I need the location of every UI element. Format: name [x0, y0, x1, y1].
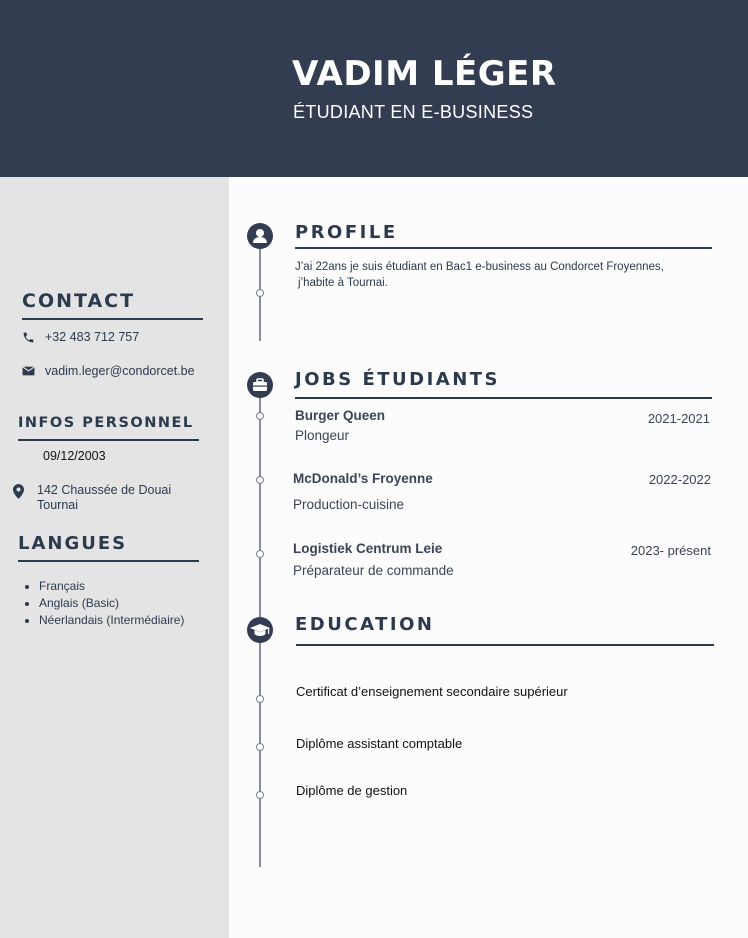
job-title: Logistiek Centrum Leie — [293, 541, 443, 556]
job-title: McDonald’s Froyenne — [293, 471, 433, 486]
timeline-node — [256, 695, 264, 703]
education-item: Certificat d’enseignement secondaire supérieur — [296, 684, 568, 699]
job-role: Préparateur de commande — [293, 563, 454, 578]
timeline-node — [256, 743, 264, 751]
profile-section-icon — [247, 223, 273, 249]
contact-phone[interactable]: +32 483 712 757 — [45, 330, 140, 344]
education-item: Diplôme assistant comptable — [296, 736, 463, 751]
profile-divider — [295, 247, 712, 249]
language-item: • Anglais (Basic) — [39, 595, 184, 612]
langues-heading: LANGUES — [18, 533, 128, 554]
education-divider — [296, 644, 714, 646]
job-date: 2022-2022 — [648, 472, 711, 487]
profile-text-line2: j’habite à Tournai. — [298, 277, 388, 289]
birthdate: 09/12/2003 — [43, 449, 106, 463]
infos-divider — [18, 439, 199, 441]
phone-icon — [22, 331, 35, 344]
education-section-icon — [247, 617, 273, 643]
language-item: • Néerlandais (Intermédiaire) — [39, 612, 184, 629]
timeline-node — [256, 791, 264, 799]
jobs-section-icon — [247, 372, 273, 398]
map-pin-icon — [13, 484, 24, 499]
job-date: 2021-2021 — [647, 411, 710, 426]
briefcase-icon — [247, 372, 273, 398]
education-item: Diplôme de gestion — [296, 783, 408, 798]
header-banner — [0, 0, 748, 177]
language-item: • Français — [39, 578, 184, 595]
infos-heading: INFOS PERSONNEL — [18, 415, 194, 431]
contact-divider — [22, 318, 203, 320]
jobs-divider — [295, 397, 712, 399]
education-heading: EDUCATION — [295, 614, 435, 635]
timeline-node — [256, 550, 264, 558]
profile-text-line1: J’ai 22ans je suis étudiant en Bac1 e-business au Condorcet Froyennes, — [295, 261, 664, 273]
candidate-title: ÉTUDIANT EN E-BUSINESS — [293, 102, 534, 122]
profile-heading: PROFILE — [295, 222, 398, 243]
address-line1: 142 Chaussée de Douai — [37, 483, 172, 497]
job-date: 2023- présent — [630, 543, 711, 558]
timeline-node — [256, 412, 264, 420]
contact-email[interactable]: vadim.leger@condorcet.be — [45, 364, 195, 378]
languages-list — [22, 578, 184, 629]
candidate-name: VADIM LÉGER — [292, 54, 557, 94]
job-role: Production-cuisine — [293, 497, 405, 512]
address-line2: Tournai — [37, 498, 78, 512]
person-icon — [247, 223, 273, 249]
langues-divider — [18, 560, 199, 562]
timeline-node — [256, 476, 264, 484]
envelope-icon — [22, 366, 35, 376]
contact-heading: CONTACT — [22, 290, 136, 312]
graduation-cap-icon — [247, 617, 273, 643]
timeline-node — [256, 289, 264, 297]
job-title: Burger Queen — [295, 408, 386, 423]
job-role: Plongeur — [295, 428, 350, 443]
jobs-heading: JOBS ÉTUDIANTS — [295, 369, 501, 390]
